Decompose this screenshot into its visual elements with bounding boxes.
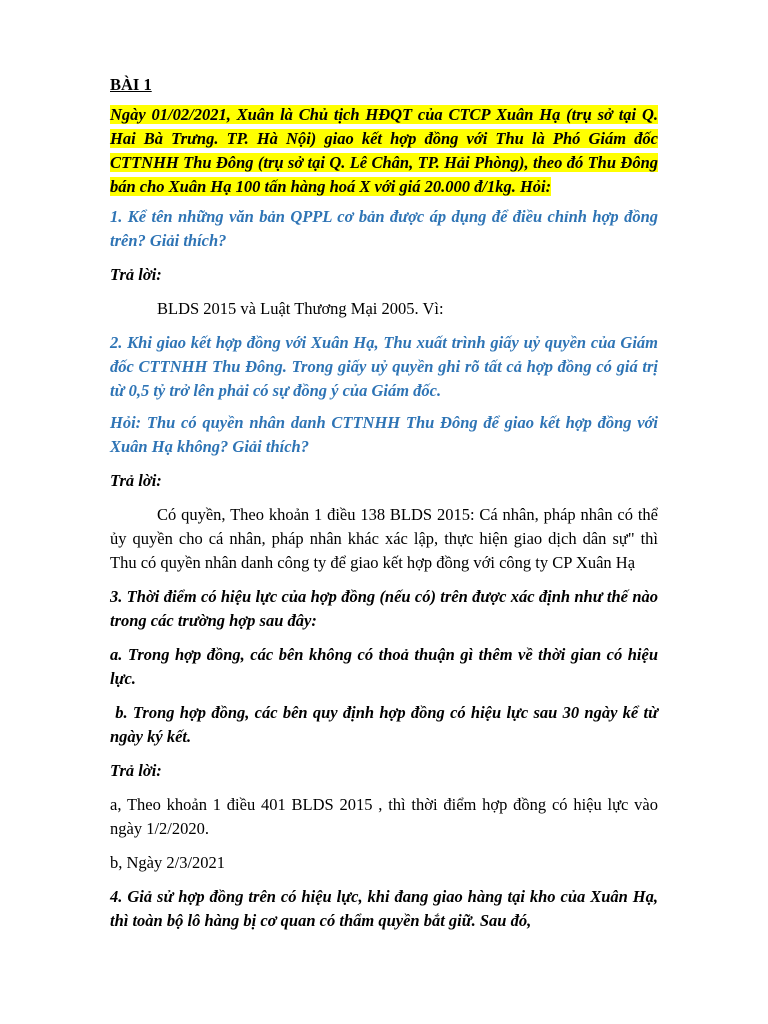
document-page bbox=[110, 73, 663, 943]
intro-text: Ngày 01/02/2021, Xuân là Chủ tịch HĐQT của CTCP Xuân Hạ (trụ sở tại Q. Hai Bà Trưng. TP. Hà Nội) giao kết hợp đồng với Thu là Phó Giám đốc CTTNHH Thu Đông (trụ sở tại Q. Lê Chân, TP. Hải Phòng), theo đó Thu Đông bán cho Xuân Hạ 100 tấn hàng hoá X với giá 20.000 đ/1kg. Hỏi: bbox=[110, 105, 658, 196]
question-3: 3. Thời điểm có hiệu lực của hợp đồng (nếu có) trên được xác định như thế nào trong các trường hợp sau đây: bbox=[110, 587, 658, 630]
question-4: 4. Giả sử hợp đồng trên có hiệu lực, khi đang giao hàng tại kho của Xuân Hạ, thì toàn bộ lô hàng bị cơ quan có thẩm quyền bắt giữ. Sau đó, bbox=[110, 887, 658, 930]
answer-3b: b, Ngày 2/3/2021 bbox=[110, 853, 226, 872]
answer-2: Có quyền, Theo khoản 1 điều 138 BLDS 2015: Cá nhân, pháp nhân có thể ủy quyền cho cá nhân, pháp nhân khác xác lập, thực hiện giao dịch dân sự" thì Thu có quyền nhân danh công ty để giao kết hợp đồng với công ty CP Xuân Hạ bbox=[110, 505, 658, 572]
answer-label-2: Trả lời: bbox=[110, 471, 162, 490]
answer-3a: a, Theo khoản 1 điều 401 BLDS 2015 , thì thời điểm hợp đồng có hiệu lực vào ngày 1/2/2020. bbox=[110, 795, 658, 838]
question-2: 2. Khi giao kết hợp đồng với Xuân Hạ, Thu xuất trình giấy uỷ quyền của Giám đốc CTTNHH Thu Đông. Trong giấy uỷ quyền ghi rõ tất cả hợp đồng có giá trị từ 0,5 tỷ trở lên phải có sự đồng ý của Giám đốc. bbox=[110, 333, 658, 400]
answer-1: BLDS 2015 và Luật Thương Mại 2005. Vì: bbox=[157, 299, 444, 318]
answer-label-3: Trả lời: bbox=[110, 761, 162, 780]
exercise-heading: BÀI 1 bbox=[110, 75, 152, 94]
question-2-ask: Hỏi: Thu có quyền nhân danh CTTNHH Thu Đông để giao kết hợp đồng với Xuân Hạ không? Giải thích? bbox=[110, 413, 658, 456]
question-3a: a. Trong hợp đồng, các bên không có thoả thuận gì thêm về thời gian có hiệu lực. bbox=[110, 645, 658, 688]
question-1: 1. Kể tên những văn bản QPPL cơ bản được áp dụng để điều chỉnh hợp đồng trên? Giải thích? bbox=[110, 207, 658, 250]
answer-label-1: Trả lời: bbox=[110, 265, 162, 284]
question-3b: b. Trong hợp đồng, các bên quy định hợp đồng có hiệu lực sau 30 ngày kể từ ngày ký kết. bbox=[110, 703, 663, 746]
intro-paragraph bbox=[110, 103, 658, 199]
